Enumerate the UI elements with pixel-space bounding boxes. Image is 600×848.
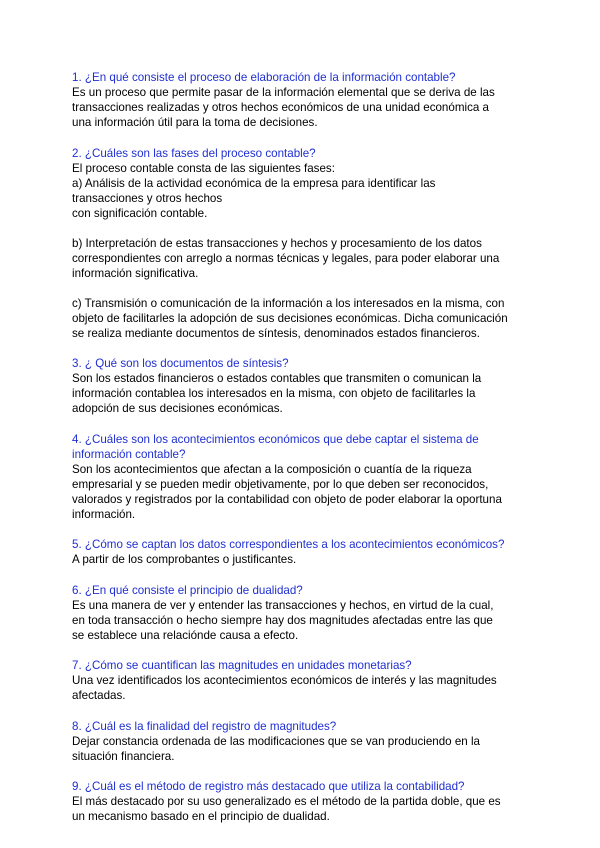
answer-line: en toda transacción o hecho siempre hay dos magnitudes afectadas entre las que [72, 613, 493, 627]
answer-paragraph [72, 598, 540, 643]
answer-paragraph [72, 794, 540, 824]
question-heading: 4. ¿Cuáles son los acontecimientos económicos que debe captar el sistema de información contable? [72, 432, 479, 461]
answer-line: adopción de sus decisiones económicas. [72, 402, 283, 415]
answer-line: situación financiera. [72, 749, 175, 763]
answer-line: Es una manera de ver y entender las transacciones y hechos, en virtud de la cual, [72, 598, 494, 612]
answer-paragraph [72, 552, 540, 567]
answer-paragraph [72, 673, 540, 703]
qa-item [72, 356, 540, 416]
answer-text [72, 734, 540, 764]
answer-line: Son los acontecimientos que afectan a la composición o cuantía de la riqueza [72, 462, 472, 476]
qa-item [72, 658, 540, 703]
answer-paragraph [72, 734, 540, 764]
answer-text [72, 794, 540, 824]
answer-line: correspondientes con arreglo a normas técnicas y legales, para poder elaborar una [72, 251, 500, 265]
answer-paragraph [72, 296, 540, 341]
answer-line: información. [72, 507, 136, 521]
question-heading: 9. ¿Cuál es el método de registro más destacado que utiliza la contabilidad? [72, 780, 465, 793]
answer-text [72, 462, 540, 522]
answer-line: afectadas. [72, 689, 126, 702]
question-heading: 8. ¿Cuál es la finalidad del registro de magnitudes? [72, 719, 337, 733]
answer-line: se establece una relaciónde causa a efecto. [72, 628, 299, 642]
answer-line: un mecanismo basado en el principio de dualidad. [72, 810, 330, 823]
answer-paragraph [72, 371, 540, 416]
answer-line: con significación contable. [72, 206, 208, 220]
answer-line: empresarial y se pueden medir objetivamente, por lo que deben ser reconocidos, [72, 477, 489, 491]
answer-line: una información útil para la toma de decisiones. [72, 116, 318, 129]
qa-item [72, 146, 540, 341]
answer-line: se realiza mediante documentos de síntesis, denominados estados financieros. [72, 326, 480, 340]
qa-item [72, 583, 540, 643]
question-heading: 3. ¿ Qué son los documentos de síntesis? [72, 357, 289, 370]
answer-line: objeto de facilitarles la adopción de sus decisiones económicas. Dicha comunicación [72, 311, 508, 325]
qa-item [72, 779, 540, 824]
answer-paragraph [72, 236, 540, 281]
answer-line: Una vez identificados los acontecimientos económicos de interés y las magnitudes [72, 674, 497, 687]
answer-line: Dejar constancia ordenada de las modificaciones que se van produciendo en la [72, 734, 480, 748]
answer-line: A partir de los comprobantes o justificantes. [72, 553, 297, 566]
question-heading: 5. ¿Cómo se captan los datos correspondientes a los acontecimientos económicos? [72, 538, 505, 551]
answer-line: a) Análisis de la actividad económica de la empresa para identificar las [72, 176, 436, 190]
answer-line: c) Transmisión o comunicación de la información a los interesados en la misma, con [72, 296, 505, 310]
answer-text [72, 161, 540, 341]
qa-item [72, 719, 540, 764]
answer-line: transacciones realizadas y otros hechos económicos de una unidad económica a [72, 101, 489, 114]
answer-line: información significativa. [72, 266, 199, 280]
answer-line: información contablea los interesados en la misma, con objeto de facilitarles la [72, 387, 476, 400]
answer-text [72, 371, 540, 416]
answer-line: El más destacado por su uso generalizado es el método de la partida doble, que es [72, 795, 501, 808]
qa-item [72, 537, 540, 567]
question-heading: 2. ¿Cuáles son las fases del proceso contable? [72, 146, 316, 160]
question-heading: 6. ¿En qué consiste el principio de dualidad? [72, 583, 303, 597]
answer-paragraph [72, 85, 540, 130]
answer-text [72, 552, 540, 567]
question-heading: 7. ¿Cómo se cuantifican las magnitudes en unidades monetarias? [72, 659, 412, 672]
answer-text [72, 598, 540, 643]
answer-text [72, 673, 540, 703]
answer-line: valorados y registrados por la contabilidad con objeto de poder elaborar la oportuna [72, 492, 502, 506]
answer-text [72, 85, 540, 130]
qa-item [72, 70, 540, 130]
answer-line: El proceso contable consta de las siguientes fases: [72, 161, 335, 175]
answer-line: Son los estados financieros o estados contables que transmiten o comunican la [72, 372, 482, 385]
question-heading: 1. ¿En qué consiste el proceso de elaboración de la información contable? [72, 71, 456, 84]
answer-line: Es un proceso que permite pasar de la información elemental que se deriva de las [72, 86, 495, 99]
qa-item [72, 432, 540, 522]
answer-line: transacciones y otros hechos [72, 191, 223, 205]
answer-paragraph [72, 161, 540, 221]
answer-line: b) Interpretación de estas transacciones y hechos y procesamiento de los datos [72, 236, 482, 250]
answer-paragraph [72, 462, 540, 522]
